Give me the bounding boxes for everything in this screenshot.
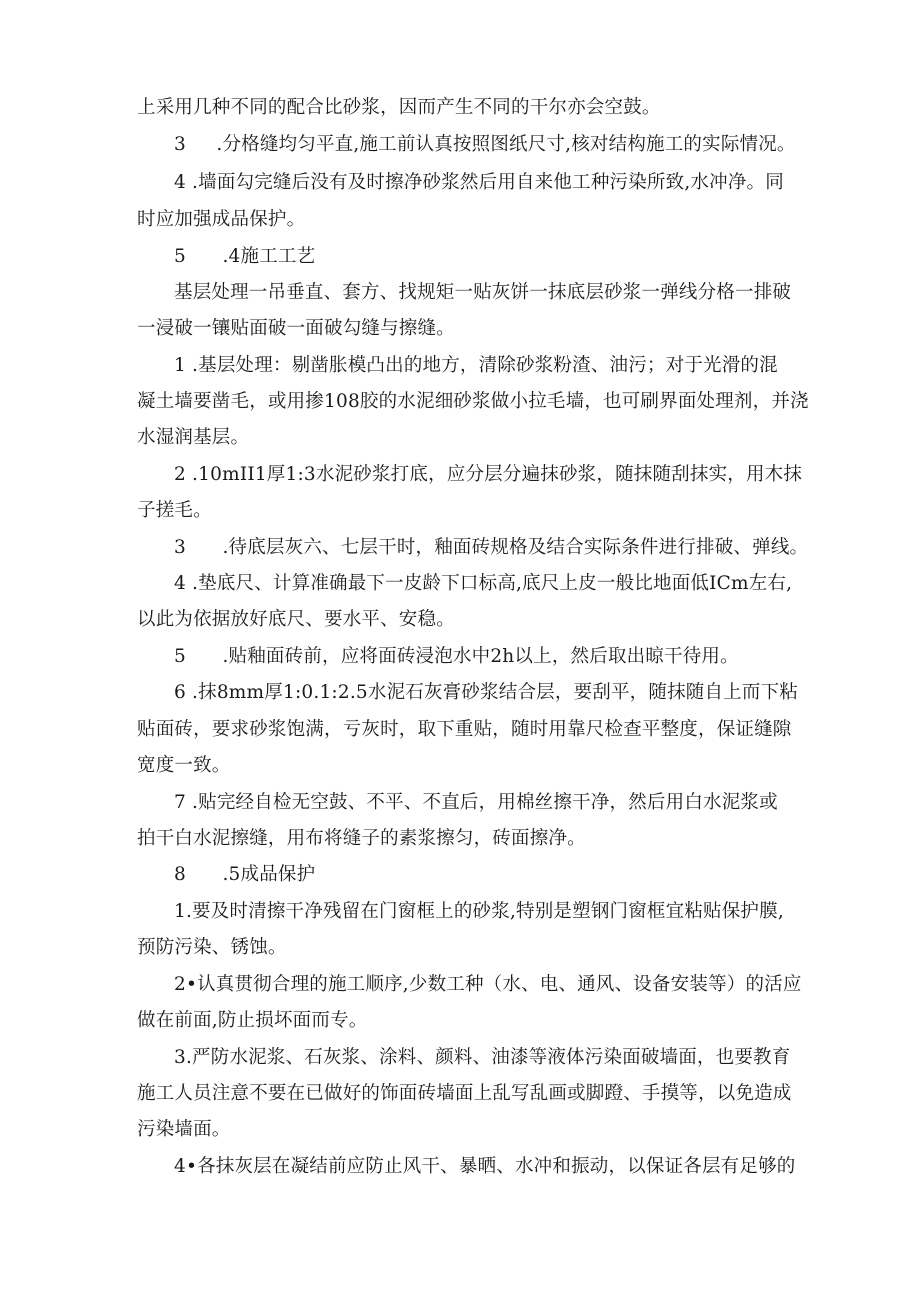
text-line: 1.要及时清擦干净残留在门窗框上的砂浆,特别是塑钢门窗框宜粘贴保护膜, — [174, 901, 784, 922]
text-line: 施工人员注意不要在已做好的饰面砖墙面上乱写乱画或脚蹬、手摸等，以免造成 — [137, 1083, 792, 1104]
text-line: 上采用几种不同的配合比砂浆，因而产生不同的干尔亦会空鼓。 — [137, 97, 661, 118]
text-line: 污染墙面。 — [137, 1119, 231, 1140]
text-line: 基层处理一吊垂直、套方、找规矩一贴灰饼一抹底层砂浆一弹线分格一排破 — [174, 282, 792, 303]
text-line: 4•各抹灰层在凝结前应防止风干、暴晒、水冲和振动，以保证各层有足够的 — [174, 1156, 796, 1177]
text-line: 拍干白水泥擦缝，用布将缝子的素浆擦匀，砖面擦净。 — [137, 828, 586, 849]
text-line: 3 .待底层灰六、七层干时，釉面砖规格及结合实际条件进行排破、弹线。 — [174, 537, 809, 558]
text-line: 4 .垫底尺、计算准确最下一皮龄下口标高,底尺上皮一般比地面低ICm左右, — [174, 573, 793, 594]
section-heading: 8 .5成品保护 — [174, 864, 316, 885]
text-line: 2 .10mΙI1厚1:3水泥砂浆打底，应分层分遍抹砂浆，随抹随刮抹实，用木抹 — [174, 464, 803, 485]
text-line: 3.严防水泥浆、石灰浆、涂料、颜料、油漆等液体污染面破墙面，也要教育 — [174, 1047, 791, 1068]
text-line: 时应加强成品保护。 — [137, 209, 306, 230]
text-line: 5 .贴釉面砖前，应将面砖浸泡水中2h以上，然后取出晾干待用。 — [174, 646, 739, 667]
text-line: 子搓毛。 — [137, 500, 212, 521]
section-heading: 5 .4施工工艺 — [174, 246, 316, 267]
text-line: 预防污染、锈蚀。 — [137, 937, 287, 958]
text-line: 6 .抹8mm厚1:0.1:2.5水泥石灰膏砂浆结合层，要刮平，随抹随自上而下粘 — [174, 682, 798, 703]
text-line: 7 .贴完经自检无空鼓、不平、不直后，用棉丝擦干净，然后用白水泥浆或 — [174, 792, 778, 813]
text-line: 一浸破一镶贴面破一面破勾缝与擦缝。 — [137, 318, 455, 339]
text-line: 宽度一致。 — [137, 755, 231, 776]
text-line: 1 .基层处理：剔凿胀模凸出的地方，清除砂浆粉渣、油污；对于光滑的混 — [174, 355, 778, 376]
text-line: 3 .分格缝均匀平直,施工前认真按照图纸尺寸,核对结构施工的实际情况。 — [174, 134, 796, 155]
text-line: 2•认真贯彻合理的施工顺序,少数工种（水、电、通风、设备安装等）的活应 — [174, 974, 802, 995]
text-line: 4 .墙面勾完缝后没有及时擦净砂浆然后用自来他工种污染所致,水冲净。同 — [174, 172, 784, 193]
text-line: 做在前面,防止损坏面而专。 — [137, 1010, 368, 1031]
text-line: 以此为依据放好底尺、要水平、安稳。 — [137, 609, 455, 630]
text-line: 凝土墙要凿毛，或用掺108胶的水泥细砂浆做小拉毛墙，也可刷界面处理剂，并浇 — [137, 391, 809, 412]
text-line: 贴面砖，要求砂浆饱满，亏灰时，取下重贴，随时用靠尺检查平整度，保证缝隙 — [137, 719, 792, 740]
text-line: 水湿润基层。 — [137, 427, 250, 448]
